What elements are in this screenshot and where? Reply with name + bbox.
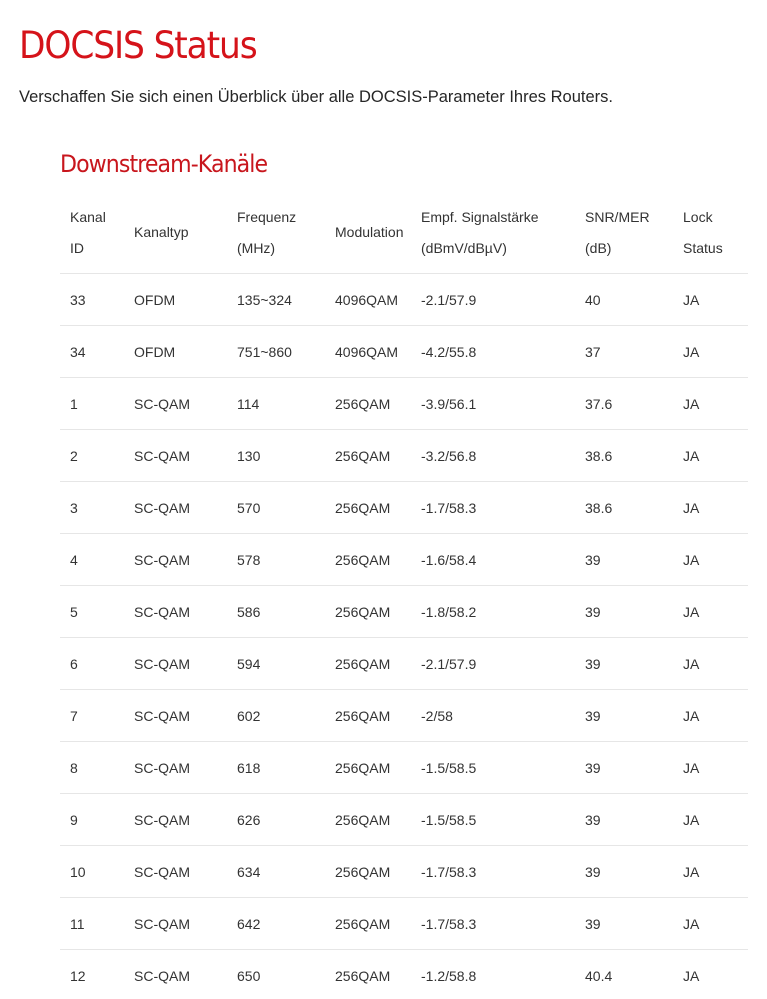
- column-header-channel-id: [60, 192, 124, 274]
- cell-channel-type: SC-QAM: [124, 482, 227, 534]
- cell-snr-mer: 40.4: [585, 967, 613, 984]
- cell-frequency: 602: [227, 690, 325, 742]
- cell-signal-strength: -2.1/57.9: [411, 638, 575, 690]
- cell-signal-strength: -2.1/57.9: [411, 274, 575, 326]
- cell-lock-status: JA: [673, 794, 748, 846]
- cell-signal-strength: -1.6/58.4: [411, 534, 575, 586]
- table-row: [60, 534, 748, 586]
- cell-channel-type: SC-QAM: [124, 586, 227, 638]
- cell-channel-id: 4: [60, 534, 124, 586]
- header-line: Lock: [683, 208, 713, 225]
- cell-lock-status: JA: [673, 274, 748, 326]
- cell-frequency: 626: [227, 794, 325, 846]
- header-line: Kanaltyp: [134, 224, 189, 240]
- cell-channel-type: SC-QAM: [124, 430, 227, 482]
- cell-modulation: 256QAM: [325, 378, 411, 430]
- cell-snr-mer: 37: [575, 326, 673, 378]
- cell-channel-id: 10: [60, 846, 124, 898]
- cell-modulation: 256QAM: [325, 534, 411, 586]
- header-line: Frequenz: [237, 208, 297, 225]
- cell-channel-type: SC-QAM: [124, 898, 227, 950]
- cell-channel-id: 33: [60, 274, 124, 326]
- cell-frequency: 570: [227, 482, 325, 534]
- cell-modulation: 256QAM: [325, 482, 411, 534]
- cell-modulation: 256QAM: [325, 742, 411, 794]
- header-line: (dB): [585, 239, 612, 256]
- cell-lock-status: JA: [673, 586, 748, 638]
- column-header-channel-type: [124, 192, 227, 274]
- header-line: (dBmV/dBµV): [421, 239, 507, 256]
- downstream-table-container: [60, 192, 748, 999]
- cell-modulation: 256QAM: [325, 586, 411, 638]
- cell-channel-type: SC-QAM: [124, 794, 227, 846]
- cell-modulation: 256QAM: [325, 690, 411, 742]
- table-row: [60, 482, 748, 534]
- cell-lock-status: JA: [673, 898, 748, 950]
- cell-channel-id: 6: [60, 638, 124, 690]
- cell-frequency: 618: [227, 742, 325, 794]
- cell-frequency: 135~324: [227, 274, 325, 326]
- table-row: [60, 794, 748, 846]
- cell-lock-status: JA: [673, 430, 748, 482]
- cell-signal-strength: -1.5/58.5: [411, 742, 575, 794]
- header-line: Modulation: [335, 224, 404, 240]
- cell-frequency: 578: [227, 534, 325, 586]
- downstream-section-title: Downstream-Kanäle: [60, 150, 268, 178]
- table-row: [60, 742, 748, 794]
- cell-lock-status: JA: [673, 742, 748, 794]
- header-line: ID: [70, 239, 84, 256]
- cell-modulation: 256QAM: [325, 430, 411, 482]
- column-header-lock-status: [673, 192, 748, 274]
- cell-channel-id: 8: [60, 742, 124, 794]
- cell-snr-mer: 39: [575, 638, 673, 690]
- cell-channel-id: 5: [60, 586, 124, 638]
- cell-signal-strength: -3.2/56.8: [411, 430, 575, 482]
- cell-frequency: 751~860: [227, 326, 325, 378]
- cell-lock-status: JA: [673, 378, 748, 430]
- cell-frequency: 130: [227, 430, 325, 482]
- table-row: [60, 430, 748, 482]
- cell-signal-strength: -1.2/58.8: [421, 967, 477, 984]
- cell-modulation: 256QAM: [325, 638, 411, 690]
- cell-channel-id: 34: [60, 326, 124, 378]
- table-row: [60, 586, 748, 638]
- cell-channel-type: SC-QAM: [124, 534, 227, 586]
- header-line: SNR/MER: [585, 208, 650, 225]
- cell-modulation: 256QAM: [335, 967, 391, 984]
- cell-snr-mer: 38.6: [575, 482, 673, 534]
- table-row: [60, 274, 748, 326]
- header-line: Status: [683, 239, 723, 256]
- table-row: [60, 326, 748, 378]
- cell-frequency: 114: [227, 378, 325, 430]
- cell-signal-strength: -1.7/58.3: [411, 898, 575, 950]
- cell-frequency: 650: [237, 967, 261, 984]
- cell-snr-mer: 39: [575, 534, 673, 586]
- cell-channel-type: SC-QAM: [124, 638, 227, 690]
- cell-frequency: 634: [227, 846, 325, 898]
- cell-snr-mer: 37.6: [575, 378, 673, 430]
- cell-modulation: 4096QAM: [325, 274, 411, 326]
- cell-channel-type: SC-QAM: [124, 690, 227, 742]
- cell-lock-status: JA: [673, 326, 748, 378]
- cell-modulation: 256QAM: [325, 846, 411, 898]
- cell-lock-status: JA: [683, 967, 700, 984]
- cell-snr-mer: 39: [575, 898, 673, 950]
- cell-lock-status: JA: [673, 482, 748, 534]
- table-row: [60, 846, 748, 898]
- cell-modulation: 256QAM: [325, 898, 411, 950]
- cell-channel-type: OFDM: [124, 326, 227, 378]
- downstream-table-body: [60, 274, 748, 999]
- cell-snr-mer: 39: [575, 586, 673, 638]
- cell-lock-status: JA: [673, 638, 748, 690]
- column-header-signal-strength: [411, 192, 575, 274]
- cell-modulation: 4096QAM: [325, 326, 411, 378]
- table-row: [60, 898, 748, 950]
- table-row: [60, 950, 748, 999]
- cell-channel-id: 11: [60, 898, 124, 950]
- page-description: Verschaffen Sie sich einen Überblick über alle DOCSIS-Parameter Ihres Routers.: [19, 88, 613, 106]
- column-header-modulation: [325, 192, 411, 274]
- cell-snr-mer: 39: [575, 690, 673, 742]
- cell-signal-strength: -1.8/58.2: [411, 586, 575, 638]
- page-title: DOCSIS Status: [19, 24, 257, 67]
- cell-channel-type: SC-QAM: [124, 378, 227, 430]
- cell-signal-strength: -3.9/56.1: [411, 378, 575, 430]
- cell-channel-id: 1: [60, 378, 124, 430]
- cell-snr-mer: 39: [575, 742, 673, 794]
- cell-frequency: 586: [227, 586, 325, 638]
- cell-frequency: 642: [227, 898, 325, 950]
- cell-channel-id: 2: [60, 430, 124, 482]
- cell-frequency: 594: [227, 638, 325, 690]
- cell-channel-id: 12: [70, 967, 86, 984]
- table-header-row: [60, 192, 748, 274]
- cell-signal-strength: -2/58: [411, 690, 575, 742]
- cell-channel-id: 9: [60, 794, 124, 846]
- cell-signal-strength: -1.7/58.3: [411, 482, 575, 534]
- cell-signal-strength: -1.7/58.3: [411, 846, 575, 898]
- cell-modulation: 256QAM: [325, 794, 411, 846]
- column-header-snr-mer: [575, 192, 673, 274]
- cell-channel-type: SC-QAM: [124, 846, 227, 898]
- cell-channel-id: 7: [60, 690, 124, 742]
- downstream-channels-table: [60, 192, 748, 999]
- table-row: [60, 638, 748, 690]
- header-line: Empf. Signalstärke: [421, 208, 539, 225]
- cell-lock-status: JA: [673, 846, 748, 898]
- table-row: [60, 690, 748, 742]
- header-line: (MHz): [237, 239, 276, 256]
- cell-lock-status: JA: [673, 534, 748, 586]
- cell-snr-mer: 38.6: [575, 430, 673, 482]
- cell-lock-status: JA: [673, 690, 748, 742]
- column-header-frequency: [227, 192, 325, 274]
- cell-channel-id: 3: [60, 482, 124, 534]
- table-row: [60, 378, 748, 430]
- cell-signal-strength: -4.2/55.8: [411, 326, 575, 378]
- cell-channel-type: SC-QAM: [134, 967, 190, 984]
- cell-snr-mer: 39: [575, 794, 673, 846]
- cell-channel-type: SC-QAM: [124, 742, 227, 794]
- cell-snr-mer: 40: [575, 274, 673, 326]
- cell-channel-type: OFDM: [124, 274, 227, 326]
- header-line: Kanal: [70, 208, 106, 225]
- cell-signal-strength: -1.5/58.5: [411, 794, 575, 846]
- cell-snr-mer: 39: [575, 846, 673, 898]
